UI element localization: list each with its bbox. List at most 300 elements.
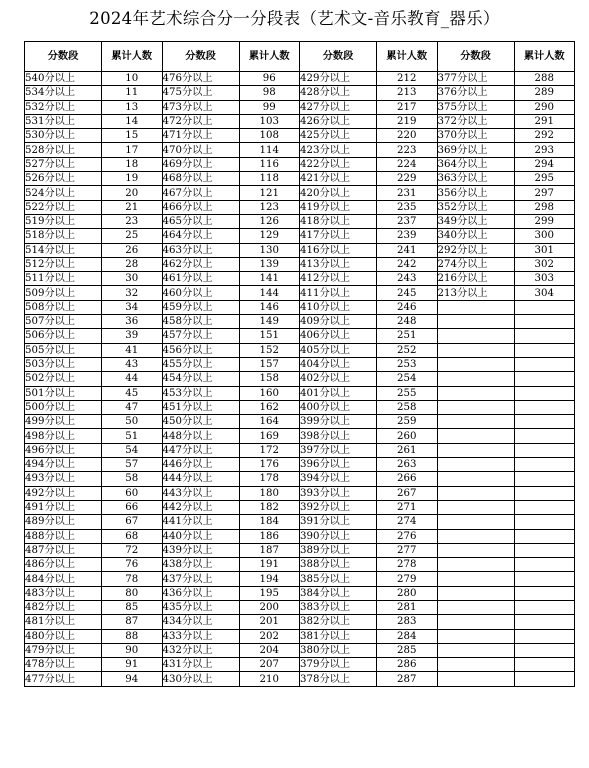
score-range-cell: 500分以上 bbox=[25, 400, 102, 414]
cumulative-count-cell bbox=[514, 543, 575, 557]
cumulative-count-cell bbox=[514, 472, 575, 486]
cumulative-count-cell: 157 bbox=[239, 357, 300, 371]
score-range-cell: 397分以上 bbox=[300, 443, 377, 457]
cumulative-count-cell bbox=[514, 386, 575, 400]
cumulative-count-cell bbox=[514, 672, 575, 686]
cumulative-count-cell: 54 bbox=[102, 443, 163, 457]
score-range-cell: 440分以上 bbox=[162, 529, 239, 543]
score-range-cell: 467分以上 bbox=[162, 186, 239, 200]
score-range-cell: 494分以上 bbox=[25, 458, 102, 472]
score-range-cell: 430分以上 bbox=[162, 672, 239, 686]
table-row bbox=[25, 329, 575, 343]
score-range-cell: 352分以上 bbox=[437, 200, 514, 214]
score-range-cell: 378分以上 bbox=[300, 672, 377, 686]
table-row bbox=[25, 100, 575, 114]
cumulative-count-cell: 246 bbox=[377, 300, 438, 314]
score-range-cell: 340分以上 bbox=[437, 229, 514, 243]
score-range-cell: 379分以上 bbox=[300, 658, 377, 672]
score-range-cell: 507分以上 bbox=[25, 315, 102, 329]
score-range-cell: 532分以上 bbox=[25, 100, 102, 114]
score-range-cell: 213分以上 bbox=[437, 286, 514, 300]
score-range-cell: 481分以上 bbox=[25, 615, 102, 629]
score-range-cell: 472分以上 bbox=[162, 114, 239, 128]
score-range-cell: 389分以上 bbox=[300, 543, 377, 557]
score-range-cell: 491分以上 bbox=[25, 500, 102, 514]
score-range-cell: 477分以上 bbox=[25, 672, 102, 686]
score-range-cell: 427分以上 bbox=[300, 100, 377, 114]
score-range-cell: 404分以上 bbox=[300, 357, 377, 371]
cumulative-count-cell: 80 bbox=[102, 586, 163, 600]
cumulative-count-cell: 194 bbox=[239, 572, 300, 586]
cumulative-count-cell: 241 bbox=[377, 243, 438, 257]
page-title: 2024年艺术综合分一分段表（艺术文-音乐教育_器乐） bbox=[89, 9, 500, 28]
score-range-cell: 540分以上 bbox=[25, 72, 102, 86]
table-row bbox=[25, 572, 575, 586]
column-header-cumulative-count: 累计人数 bbox=[514, 42, 575, 72]
score-range-cell: 390分以上 bbox=[300, 529, 377, 543]
cumulative-count-cell: 287 bbox=[377, 672, 438, 686]
cumulative-count-cell: 88 bbox=[102, 629, 163, 643]
score-range-cell: 413分以上 bbox=[300, 257, 377, 271]
cumulative-count-cell: 108 bbox=[239, 129, 300, 143]
cumulative-count-cell: 291 bbox=[514, 114, 575, 128]
score-range-cell: 364分以上 bbox=[437, 157, 514, 171]
cumulative-count-cell: 11 bbox=[102, 86, 163, 100]
cumulative-count-cell: 141 bbox=[239, 272, 300, 286]
cumulative-count-cell: 224 bbox=[377, 157, 438, 171]
cumulative-count-cell: 245 bbox=[377, 286, 438, 300]
score-range-cell: 460分以上 bbox=[162, 286, 239, 300]
cumulative-count-cell bbox=[514, 329, 575, 343]
cumulative-count-cell: 267 bbox=[377, 486, 438, 500]
cumulative-count-cell: 248 bbox=[377, 315, 438, 329]
cumulative-count-cell: 266 bbox=[377, 472, 438, 486]
score-range-cell: 476分以上 bbox=[162, 72, 239, 86]
score-range-cell: 394分以上 bbox=[300, 472, 377, 486]
cumulative-count-cell: 280 bbox=[377, 586, 438, 600]
cumulative-count-cell: 41 bbox=[102, 343, 163, 357]
cumulative-count-cell: 239 bbox=[377, 229, 438, 243]
score-range-cell: 508分以上 bbox=[25, 300, 102, 314]
cumulative-count-cell: 298 bbox=[514, 200, 575, 214]
cumulative-count-cell: 260 bbox=[377, 429, 438, 443]
cumulative-count-cell bbox=[514, 443, 575, 457]
score-range-cell: 400分以上 bbox=[300, 400, 377, 414]
cumulative-count-cell bbox=[514, 400, 575, 414]
table-row bbox=[25, 543, 575, 557]
score-range-cell bbox=[437, 386, 514, 400]
table-row bbox=[25, 672, 575, 686]
score-range-cell: 453分以上 bbox=[162, 386, 239, 400]
cumulative-count-cell bbox=[514, 300, 575, 314]
score-range-cell: 274分以上 bbox=[437, 257, 514, 271]
score-range-cell: 470分以上 bbox=[162, 143, 239, 157]
cumulative-count-cell: 91 bbox=[102, 658, 163, 672]
cumulative-count-cell: 14 bbox=[102, 114, 163, 128]
score-range-cell: 484分以上 bbox=[25, 572, 102, 586]
score-range-cell: 388分以上 bbox=[300, 558, 377, 572]
cumulative-count-cell: 164 bbox=[239, 415, 300, 429]
cumulative-count-cell: 286 bbox=[377, 658, 438, 672]
cumulative-count-cell: 20 bbox=[102, 186, 163, 200]
table-row bbox=[25, 658, 575, 672]
cumulative-count-cell: 103 bbox=[239, 114, 300, 128]
score-range-cell: 487分以上 bbox=[25, 543, 102, 557]
score-range-cell: 369分以上 bbox=[437, 143, 514, 157]
score-range-cell: 463分以上 bbox=[162, 243, 239, 257]
score-range-cell: 531分以上 bbox=[25, 114, 102, 128]
cumulative-count-cell: 213 bbox=[377, 86, 438, 100]
cumulative-count-cell bbox=[514, 458, 575, 472]
table-header-row bbox=[25, 42, 575, 72]
score-range-cell: 505分以上 bbox=[25, 343, 102, 357]
cumulative-count-cell: 281 bbox=[377, 600, 438, 614]
cumulative-count-cell: 289 bbox=[514, 86, 575, 100]
score-distribution-table bbox=[24, 41, 575, 687]
cumulative-count-cell: 78 bbox=[102, 572, 163, 586]
column-header-score-range: 分数段 bbox=[162, 42, 239, 72]
cumulative-count-cell: 290 bbox=[514, 100, 575, 114]
score-range-cell: 363分以上 bbox=[437, 172, 514, 186]
cumulative-count-cell: 10 bbox=[102, 72, 163, 86]
column-header-score-range: 分数段 bbox=[300, 42, 377, 72]
score-range-cell bbox=[437, 515, 514, 529]
cumulative-count-cell bbox=[514, 529, 575, 543]
cumulative-count-cell: 242 bbox=[377, 257, 438, 271]
column-header-cumulative-count: 累计人数 bbox=[377, 42, 438, 72]
table-row bbox=[25, 72, 575, 86]
score-range-cell: 492分以上 bbox=[25, 486, 102, 500]
cumulative-count-cell: 180 bbox=[239, 486, 300, 500]
cumulative-count-cell: 253 bbox=[377, 357, 438, 371]
cumulative-count-cell: 160 bbox=[239, 386, 300, 400]
cumulative-count-cell: 123 bbox=[239, 200, 300, 214]
cumulative-count-cell: 195 bbox=[239, 586, 300, 600]
cumulative-count-cell: 26 bbox=[102, 243, 163, 257]
table-row bbox=[25, 157, 575, 171]
score-range-cell: 356分以上 bbox=[437, 186, 514, 200]
cumulative-count-cell: 258 bbox=[377, 400, 438, 414]
score-range-cell: 370分以上 bbox=[437, 129, 514, 143]
cumulative-count-cell: 277 bbox=[377, 543, 438, 557]
score-range-cell: 419分以上 bbox=[300, 200, 377, 214]
cumulative-count-cell bbox=[514, 558, 575, 572]
cumulative-count-cell: 217 bbox=[377, 100, 438, 114]
cumulative-count-cell: 30 bbox=[102, 272, 163, 286]
cumulative-count-cell: 18 bbox=[102, 157, 163, 171]
score-range-cell: 381分以上 bbox=[300, 629, 377, 643]
cumulative-count-cell: 151 bbox=[239, 329, 300, 343]
cumulative-count-cell: 149 bbox=[239, 315, 300, 329]
table-row bbox=[25, 558, 575, 572]
cumulative-count-cell: 254 bbox=[377, 372, 438, 386]
cumulative-count-cell: 94 bbox=[102, 672, 163, 686]
cumulative-count-cell: 276 bbox=[377, 529, 438, 543]
table-row bbox=[25, 386, 575, 400]
score-range-cell: 503分以上 bbox=[25, 357, 102, 371]
score-range-cell: 456分以上 bbox=[162, 343, 239, 357]
table-row bbox=[25, 415, 575, 429]
score-range-cell: 506分以上 bbox=[25, 329, 102, 343]
cumulative-count-cell: 50 bbox=[102, 415, 163, 429]
score-range-cell: 409分以上 bbox=[300, 315, 377, 329]
score-range-cell: 429分以上 bbox=[300, 72, 377, 86]
table-row bbox=[25, 272, 575, 286]
score-range-cell: 458分以上 bbox=[162, 315, 239, 329]
cumulative-count-cell: 279 bbox=[377, 572, 438, 586]
cumulative-count-cell: 72 bbox=[102, 543, 163, 557]
score-range-cell: 401分以上 bbox=[300, 386, 377, 400]
cumulative-count-cell: 304 bbox=[514, 286, 575, 300]
table-row bbox=[25, 214, 575, 228]
cumulative-count-cell: 271 bbox=[377, 500, 438, 514]
cumulative-count-cell: 99 bbox=[239, 100, 300, 114]
score-range-cell: 410分以上 bbox=[300, 300, 377, 314]
score-range-cell bbox=[437, 672, 514, 686]
score-range-cell bbox=[437, 600, 514, 614]
table-row bbox=[25, 486, 575, 500]
cumulative-count-cell bbox=[514, 615, 575, 629]
score-range-cell: 455分以上 bbox=[162, 357, 239, 371]
cumulative-count-cell: 21 bbox=[102, 200, 163, 214]
score-range-cell: 392分以上 bbox=[300, 500, 377, 514]
cumulative-count-cell: 43 bbox=[102, 357, 163, 371]
cumulative-count-cell: 300 bbox=[514, 229, 575, 243]
score-range-cell bbox=[437, 586, 514, 600]
score-range-cell: 432分以上 bbox=[162, 643, 239, 657]
cumulative-count-cell: 152 bbox=[239, 343, 300, 357]
cumulative-count-cell: 96 bbox=[239, 72, 300, 86]
score-range-cell: 441分以上 bbox=[162, 515, 239, 529]
table-row bbox=[25, 615, 575, 629]
score-range-cell bbox=[437, 458, 514, 472]
cumulative-count-cell: 278 bbox=[377, 558, 438, 572]
score-range-cell: 349分以上 bbox=[437, 214, 514, 228]
score-range-cell: 422分以上 bbox=[300, 157, 377, 171]
score-range-cell bbox=[437, 443, 514, 457]
score-range-cell: 418分以上 bbox=[300, 214, 377, 228]
score-range-cell: 489分以上 bbox=[25, 515, 102, 529]
cumulative-count-cell: 36 bbox=[102, 315, 163, 329]
score-range-cell: 496分以上 bbox=[25, 443, 102, 457]
score-range-cell: 469分以上 bbox=[162, 157, 239, 171]
cumulative-count-cell: 274 bbox=[377, 515, 438, 529]
score-range-cell: 402分以上 bbox=[300, 372, 377, 386]
table-row bbox=[25, 400, 575, 414]
score-range-cell: 382分以上 bbox=[300, 615, 377, 629]
score-range-cell: 447分以上 bbox=[162, 443, 239, 457]
cumulative-count-cell: 219 bbox=[377, 114, 438, 128]
score-range-cell: 464分以上 bbox=[162, 229, 239, 243]
column-header-cumulative-count: 累计人数 bbox=[239, 42, 300, 72]
score-range-cell: 435分以上 bbox=[162, 600, 239, 614]
table-row bbox=[25, 243, 575, 257]
table-row bbox=[25, 300, 575, 314]
score-range-cell: 420分以上 bbox=[300, 186, 377, 200]
score-range-cell: 438分以上 bbox=[162, 558, 239, 572]
cumulative-count-cell: 51 bbox=[102, 429, 163, 443]
score-range-cell: 406分以上 bbox=[300, 329, 377, 343]
score-range-cell: 486分以上 bbox=[25, 558, 102, 572]
cumulative-count-cell: 129 bbox=[239, 229, 300, 243]
score-range-cell: 483分以上 bbox=[25, 586, 102, 600]
score-range-cell bbox=[437, 615, 514, 629]
score-range-cell: 459分以上 bbox=[162, 300, 239, 314]
table-row bbox=[25, 515, 575, 529]
table-row bbox=[25, 443, 575, 457]
cumulative-count-cell: 207 bbox=[239, 658, 300, 672]
cumulative-count-cell: 121 bbox=[239, 186, 300, 200]
cumulative-count-cell: 15 bbox=[102, 129, 163, 143]
score-range-cell: 465分以上 bbox=[162, 214, 239, 228]
score-range-cell bbox=[437, 343, 514, 357]
score-range-cell: 488分以上 bbox=[25, 529, 102, 543]
cumulative-count-cell: 292 bbox=[514, 129, 575, 143]
cumulative-count-cell: 182 bbox=[239, 500, 300, 514]
column-header-score-range: 分数段 bbox=[25, 42, 102, 72]
score-range-cell: 448分以上 bbox=[162, 429, 239, 443]
score-range-cell: 511分以上 bbox=[25, 272, 102, 286]
score-range-cell bbox=[437, 415, 514, 429]
score-range-cell: 443分以上 bbox=[162, 486, 239, 500]
cumulative-count-cell: 223 bbox=[377, 143, 438, 157]
table-row bbox=[25, 472, 575, 486]
table-row bbox=[25, 372, 575, 386]
score-range-cell: 383分以上 bbox=[300, 600, 377, 614]
cumulative-count-cell: 204 bbox=[239, 643, 300, 657]
score-range-cell: 377分以上 bbox=[437, 72, 514, 86]
score-range-cell: 450分以上 bbox=[162, 415, 239, 429]
cumulative-count-cell: 23 bbox=[102, 214, 163, 228]
cumulative-count-cell: 169 bbox=[239, 429, 300, 443]
cumulative-count-cell bbox=[514, 500, 575, 514]
cumulative-count-cell: 116 bbox=[239, 157, 300, 171]
cumulative-count-cell: 17 bbox=[102, 143, 163, 157]
cumulative-count-cell bbox=[514, 658, 575, 672]
cumulative-count-cell: 34 bbox=[102, 300, 163, 314]
score-range-cell bbox=[437, 329, 514, 343]
table-row bbox=[25, 629, 575, 643]
cumulative-count-cell bbox=[514, 572, 575, 586]
score-range-cell: 384分以上 bbox=[300, 586, 377, 600]
cumulative-count-cell: 66 bbox=[102, 500, 163, 514]
cumulative-count-cell: 285 bbox=[377, 643, 438, 657]
cumulative-count-cell bbox=[514, 643, 575, 657]
cumulative-count-cell: 68 bbox=[102, 529, 163, 543]
cumulative-count-cell: 32 bbox=[102, 286, 163, 300]
cumulative-count-cell: 252 bbox=[377, 343, 438, 357]
cumulative-count-cell: 263 bbox=[377, 458, 438, 472]
score-range-cell: 428分以上 bbox=[300, 86, 377, 100]
score-range-cell bbox=[437, 500, 514, 514]
score-range-cell bbox=[437, 529, 514, 543]
cumulative-count-cell: 90 bbox=[102, 643, 163, 657]
score-range-cell: 446分以上 bbox=[162, 458, 239, 472]
cumulative-count-cell: 45 bbox=[102, 386, 163, 400]
cumulative-count-cell: 139 bbox=[239, 257, 300, 271]
score-range-cell: 471分以上 bbox=[162, 129, 239, 143]
cumulative-count-cell bbox=[514, 629, 575, 643]
score-range-cell: 501分以上 bbox=[25, 386, 102, 400]
score-range-cell: 425分以上 bbox=[300, 129, 377, 143]
cumulative-count-cell: 283 bbox=[377, 615, 438, 629]
score-range-cell: 423分以上 bbox=[300, 143, 377, 157]
cumulative-count-cell bbox=[514, 372, 575, 386]
cumulative-count-cell: 200 bbox=[239, 600, 300, 614]
cumulative-count-cell: 87 bbox=[102, 615, 163, 629]
cumulative-count-cell bbox=[514, 315, 575, 329]
score-range-cell: 468分以上 bbox=[162, 172, 239, 186]
cumulative-count-cell: 178 bbox=[239, 472, 300, 486]
cumulative-count-cell: 302 bbox=[514, 257, 575, 271]
score-range-cell: 466分以上 bbox=[162, 200, 239, 214]
table-row bbox=[25, 586, 575, 600]
cumulative-count-cell: 57 bbox=[102, 458, 163, 472]
score-range-cell: 431分以上 bbox=[162, 658, 239, 672]
table-row bbox=[25, 257, 575, 271]
score-range-cell: 480分以上 bbox=[25, 629, 102, 643]
score-range-cell: 399分以上 bbox=[300, 415, 377, 429]
table-row bbox=[25, 143, 575, 157]
score-range-cell: 518分以上 bbox=[25, 229, 102, 243]
cumulative-count-cell: 39 bbox=[102, 329, 163, 343]
cumulative-count-cell: 231 bbox=[377, 186, 438, 200]
table-row bbox=[25, 429, 575, 443]
cumulative-count-cell: 186 bbox=[239, 529, 300, 543]
score-range-cell: 473分以上 bbox=[162, 100, 239, 114]
cumulative-count-cell: 235 bbox=[377, 200, 438, 214]
cumulative-count-cell: 220 bbox=[377, 129, 438, 143]
cumulative-count-cell: 229 bbox=[377, 172, 438, 186]
table-row bbox=[25, 229, 575, 243]
score-range-cell: 375分以上 bbox=[437, 100, 514, 114]
table-row bbox=[25, 315, 575, 329]
score-range-cell: 499分以上 bbox=[25, 415, 102, 429]
column-header-cumulative-count: 累计人数 bbox=[102, 42, 163, 72]
cumulative-count-cell: 255 bbox=[377, 386, 438, 400]
score-range-cell: 216分以上 bbox=[437, 272, 514, 286]
score-range-cell bbox=[437, 572, 514, 586]
cumulative-count-cell: 118 bbox=[239, 172, 300, 186]
cumulative-count-cell bbox=[514, 600, 575, 614]
score-range-cell: 412分以上 bbox=[300, 272, 377, 286]
score-range-cell: 514分以上 bbox=[25, 243, 102, 257]
score-range-cell: 439分以上 bbox=[162, 543, 239, 557]
score-range-cell: 417分以上 bbox=[300, 229, 377, 243]
table-row bbox=[25, 529, 575, 543]
score-range-cell: 462分以上 bbox=[162, 257, 239, 271]
score-range-cell: 437分以上 bbox=[162, 572, 239, 586]
score-range-cell: 512分以上 bbox=[25, 257, 102, 271]
score-range-cell: 451分以上 bbox=[162, 400, 239, 414]
score-range-cell: 498分以上 bbox=[25, 429, 102, 443]
cumulative-count-cell: 47 bbox=[102, 400, 163, 414]
table-row bbox=[25, 200, 575, 214]
score-range-cell: 527分以上 bbox=[25, 157, 102, 171]
cumulative-count-cell: 162 bbox=[239, 400, 300, 414]
cumulative-count-cell: 301 bbox=[514, 243, 575, 257]
cumulative-count-cell: 251 bbox=[377, 329, 438, 343]
table-row bbox=[25, 129, 575, 143]
cumulative-count-cell: 243 bbox=[377, 272, 438, 286]
score-range-cell: 391分以上 bbox=[300, 515, 377, 529]
score-range-cell: 411分以上 bbox=[300, 286, 377, 300]
score-range-cell: 396分以上 bbox=[300, 458, 377, 472]
cumulative-count-cell: 176 bbox=[239, 458, 300, 472]
table-row bbox=[25, 186, 575, 200]
cumulative-count-cell: 85 bbox=[102, 600, 163, 614]
table-row bbox=[25, 357, 575, 371]
